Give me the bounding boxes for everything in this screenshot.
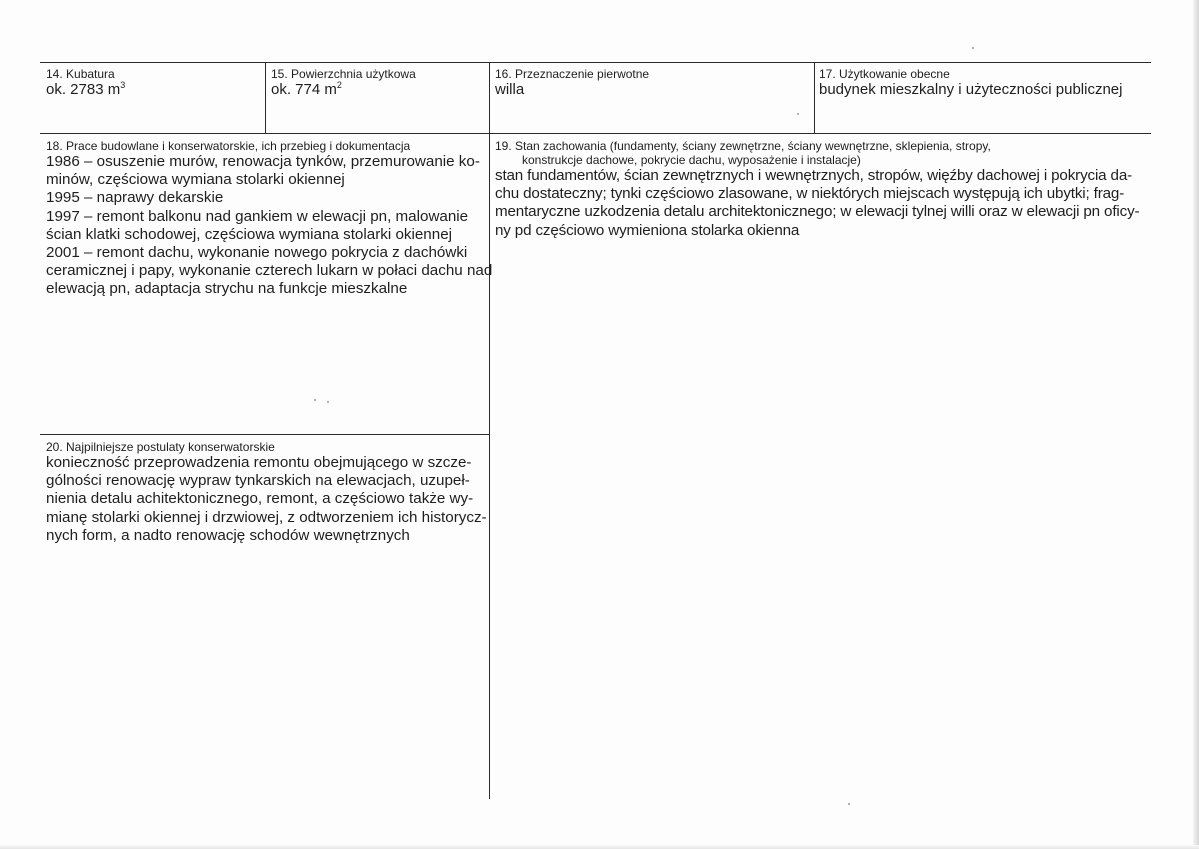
field-powierzchnia-label: 15. Powierzchnia użytkowa bbox=[271, 67, 416, 81]
field-kubatura bbox=[46, 67, 262, 99]
field-stan-label-line1: 19. Stan zachowania (fundamenty, ściany zewnętrzne, ściany wewnętrzne, sklepienia, stropy, bbox=[495, 139, 991, 153]
field-uzytkowanie bbox=[819, 67, 1149, 99]
field-stan-line: stan fundamentów, ścian zewnętrznych i wewnętrznych, stropów, więźby dachowej i pokrycia da- bbox=[495, 167, 1133, 184]
field-powierzchnia-number: ok. 774 m bbox=[271, 81, 337, 98]
field-kubatura-value bbox=[46, 81, 262, 99]
field-prace bbox=[46, 139, 493, 299]
rule-row3 bbox=[40, 434, 490, 435]
field-uzytkowanie-value: budynek mieszkalny i użyteczności publicznej bbox=[819, 81, 1123, 98]
field-kubatura-number: ok. 2783 m bbox=[46, 81, 121, 98]
field-prace-line: 1997 – remont balkonu nad gankiem w elewacji pn, malowanie bbox=[46, 207, 469, 225]
field-prace-line: ścian klatki schodowej, częściowa wymiana stolarki okiennej bbox=[46, 225, 453, 243]
field-kubatura-label: 14. Kubatura bbox=[46, 67, 115, 81]
field-prace-line: 1995 – naprawy dekarskie bbox=[46, 189, 224, 207]
field-postulaty-text bbox=[46, 454, 488, 545]
field-stan bbox=[495, 139, 1151, 240]
field-przeznaczenie-label: 16. Przeznaczenie pierwotne bbox=[495, 67, 650, 81]
field-stan-label-line2: konstrukcje dachowe, pokrycie dachu, wyposażenie i instalacje) bbox=[522, 153, 861, 167]
field-przeznaczenie-value: willa bbox=[495, 81, 525, 98]
field-powierzchnia-value bbox=[271, 81, 487, 99]
field-postulaty-line: mianę stolarki okiennej i drzwiowej, z odtworzeniem ich historycz- bbox=[46, 508, 487, 526]
field-postulaty-line: nienia detalu achitektonicznego, remont, a częściowo także wy- bbox=[46, 490, 474, 508]
field-prace-line: elewacją pn, adaptacja strychu na funkcje mieszkalne bbox=[46, 280, 408, 298]
scan-speck bbox=[848, 803, 850, 805]
field-stan-text bbox=[495, 167, 1151, 240]
field-postulaty bbox=[46, 440, 488, 545]
field-powierzchnia bbox=[271, 67, 487, 99]
field-stan-label bbox=[495, 139, 1151, 167]
paper-edge-bottom bbox=[0, 845, 1199, 849]
rule-col3 bbox=[814, 62, 815, 134]
field-stan-line: ny pd częściowo wymieniona stolarka okienna bbox=[495, 221, 800, 239]
rule-col1 bbox=[265, 62, 266, 134]
field-prace-line: minów, częściowa wymiana stolarki okiennej bbox=[46, 171, 345, 189]
field-postulaty-label: 20. Najpilniejsze postulaty konserwatorskie bbox=[46, 440, 275, 454]
field-kubatura-exponent: 3 bbox=[120, 80, 126, 90]
scan-speck bbox=[314, 399, 316, 401]
field-postulaty-line: konieczność przeprowadzenia remontu obejmującego w szcze- bbox=[46, 454, 472, 471]
rule-row2 bbox=[40, 133, 1151, 134]
field-prace-line: 1986 – osuszenie murów, renowacja tynków, przemurowanie ko- bbox=[46, 153, 480, 170]
field-powierzchnia-exponent: 2 bbox=[336, 80, 342, 90]
scan-speck bbox=[327, 401, 329, 403]
paper-edge-right bbox=[1193, 0, 1199, 849]
field-postulaty-line: gólności renowację wypraw tynkarskich na elewacjach, uzupeł- bbox=[46, 472, 470, 490]
field-prace-line: ceramicznej i papy, wykonanie czterech lukarn w połaci dachu nad bbox=[46, 262, 493, 280]
scan-speck bbox=[972, 47, 974, 49]
rule-col2 bbox=[489, 62, 490, 799]
field-stan-line: chu dostateczny; tynki częściowo zlasowane, w niektórych miejscach występują ich ubytki; frag- bbox=[495, 185, 1125, 203]
field-prace-line: 2001 – remont dachu, wykonanie nowego pokrycia z dachówki bbox=[46, 244, 468, 262]
field-stan-line: mentaryczne uzkodzenia detalu architektonicznego; w elewacji tylnej willi oraz w elewacji pn oficy- bbox=[495, 203, 1140, 221]
field-przeznaczenie bbox=[495, 67, 811, 99]
field-prace-label: 18. Prace budowlane i konserwatorskie, ich przebieg i dokumentacja bbox=[46, 139, 411, 153]
scan-speck bbox=[797, 113, 799, 115]
field-uzytkowanie-label: 17. Użytkowanie obecne bbox=[819, 67, 950, 81]
field-prace-text bbox=[46, 153, 493, 299]
rule-top bbox=[40, 62, 1151, 63]
field-postulaty-line: nych form, a nadto renowację schodów wewnętrznych bbox=[46, 526, 410, 544]
